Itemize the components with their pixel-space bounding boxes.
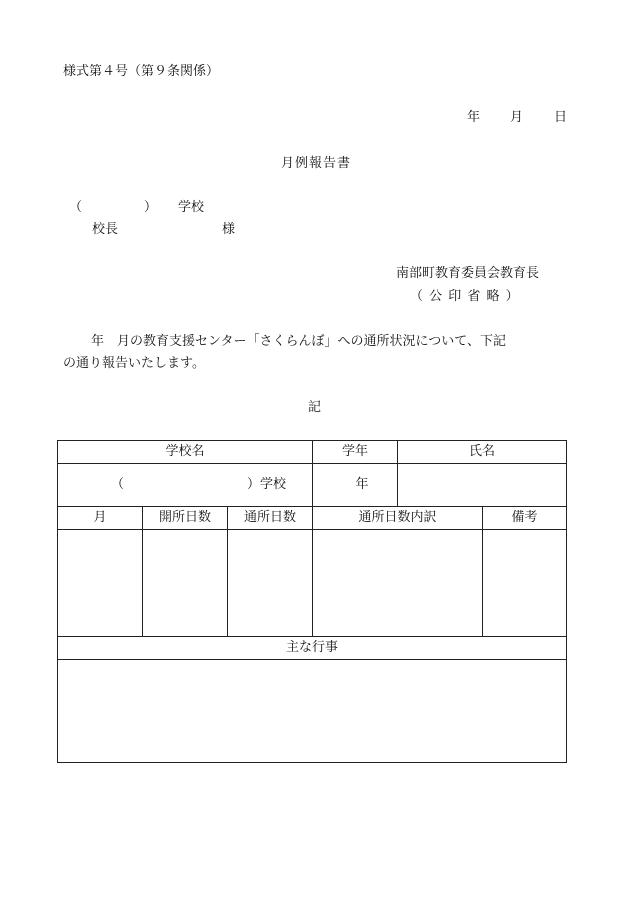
remarks-cell[interactable] [483, 530, 567, 637]
grade-suffix: 年 [355, 477, 369, 492]
events-header: 主な行事 [58, 637, 567, 660]
ki-label: 記 [308, 400, 322, 415]
document-title: 月例報告書 [281, 156, 352, 171]
attend-days-cell[interactable] [228, 530, 313, 637]
col-breakdown: 通所日数内訳 [313, 507, 483, 530]
header-school-name: 学校名 [58, 441, 313, 464]
open-days-cell[interactable] [143, 530, 228, 637]
col-month: 月 [58, 507, 143, 530]
school-name-cell[interactable] [58, 464, 313, 507]
date-month: 月 [510, 110, 524, 125]
body-line-2: の通り報告いたします。 [63, 356, 205, 371]
month-cell[interactable] [58, 530, 143, 637]
events-cell[interactable] [58, 660, 567, 763]
header-grade: 学年 [313, 441, 398, 464]
school-open-paren: （ [111, 477, 125, 492]
school-close-paren: ）学校 [247, 477, 287, 492]
body-line-1: 年 月の教育支援センター「さくらんぼ」への通所状況について、下記 [91, 334, 506, 349]
date-day: 日 [554, 110, 568, 125]
addressee-principal: 校長 [92, 222, 119, 237]
addressee-close-paren: ） [144, 200, 158, 215]
addressee-open-paren: （ [69, 200, 83, 215]
seal-note: （ 公 印 省 略 ） [410, 289, 519, 304]
form-number: 様式第４号（第９条関係） [63, 64, 220, 79]
report-table [57, 440, 567, 763]
addressee-school: 学校 [178, 200, 205, 215]
addressee-honorific: 様 [222, 222, 236, 237]
grade-cell[interactable] [313, 464, 398, 507]
header-student-name: 氏名 [398, 441, 567, 464]
breakdown-cell[interactable] [313, 530, 483, 637]
date-year: 年 [467, 110, 481, 125]
col-remarks: 備考 [483, 507, 567, 530]
sender-name: 南部町教育委員会教育長 [396, 266, 540, 281]
col-open-days: 開所日数 [143, 507, 228, 530]
student-name-cell[interactable] [398, 464, 567, 507]
col-attend-days: 通所日数 [228, 507, 313, 530]
